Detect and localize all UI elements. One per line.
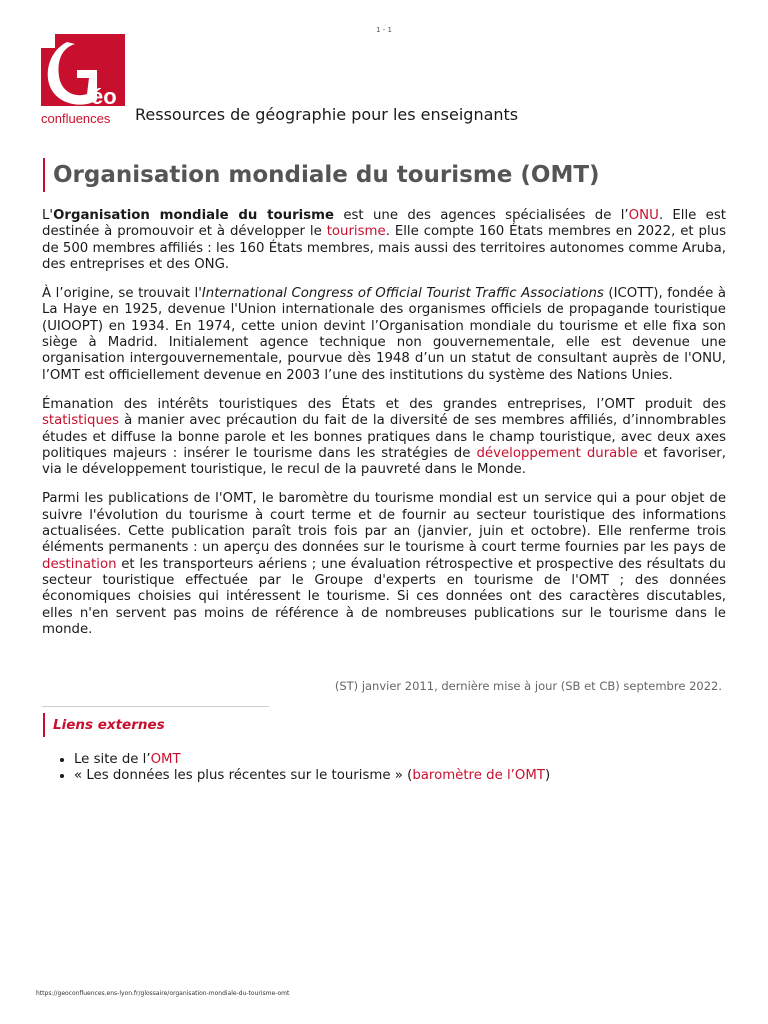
text: et favoriser, via le développement touristique, le recul de la pauvreté dans le Monde. [42, 445, 726, 478]
link-statistiques[interactable]: statistiques [42, 413, 120, 429]
italic-name: International Congress of Official Tourist Traffic Associations [201, 286, 604, 302]
paragraph-1 [42, 208, 726, 273]
text: Le site de l’ [74, 752, 151, 767]
link-destination[interactable]: destination [42, 556, 117, 572]
article-body [42, 208, 726, 651]
bold-term: Organisation mondiale du tourisme [53, 208, 334, 223]
link-tourisme[interactable]: tourisme [326, 224, 386, 240]
link-omt-site[interactable]: OMT [150, 752, 181, 767]
text: (ICOTT), fondée à La Haye en 1925, devenue l'Union internationale des organismes officiels de propagande touristique (UIOOPT) en 1934. En 1974, cette union devint l’Organisation mondiale du tourisme et elle fixa son siège à Madrid. Initialement agence technique non gouvernementale, elle est devenue une organisation intergouvernementale, pourvue dès 1948 d’un un statut de consultant auprès de l'ONU, l’OMT est officiellement devenue en 2003 l’une des institutions du système des Nations Unies. [42, 286, 726, 383]
text: est une des agences spécialisées de l’ [333, 208, 629, 223]
external-links-list [42, 752, 550, 785]
link-onu[interactable]: ONU [628, 208, 659, 223]
author-credit: (ST) janvier 2011, dernière mise à jour (SB et CB) septembre 2022. [334, 679, 722, 693]
page-number: 1 - 1 [376, 26, 392, 34]
paragraph-2 [42, 286, 726, 384]
geoconfluences-logo[interactable] [41, 34, 125, 126]
divider [42, 706, 269, 707]
text: . Elle compte 160 États membres en 2022, et plus de 500 membres affiliés : les 160 États membres, mais aussi des territoires autonomes comme Aruba, des entreprises et des ONG. [42, 224, 727, 272]
text: . Elle est destinée à promouvoir et à développer le [42, 208, 726, 240]
page-title: Organisation mondiale du tourisme (OMT) [53, 162, 600, 188]
svg-text:éo: éo [91, 84, 117, 109]
link-developpement-durable[interactable]: développement durable [476, 445, 638, 461]
text: Parmi les publications de l'OMT, le baromètre du tourisme mondial est un service qui a pour objet de suivre l'évolution du tourisme à court terme et de fournir au secteur touristique des informations actualisées. Cette publication paraît trois fois par an (janvier, juin et octobre). Elle renferme trois éléments permanents : un aperçu des données sur le tourisme à court terme fournies par les pays de [42, 491, 726, 556]
external-links-heading: Liens externes [43, 713, 165, 737]
footer-url: https://geoconfluences.ens-lyon.fr/glossaire/organisation-mondiale-du-tourisme-omt [36, 990, 290, 997]
text: Émanation des intérêts touristiques des États et des grandes entreprises, l’OMT produit des [42, 396, 726, 412]
text: et les transporteurs aériens ; une évaluation rétrospective et prospective des résultats du secteur touristique effectuée par le Groupe d'experts en tourisme de l'OMT ; des données économiques choisies qui intéressent le tourisme. Si ces données ont des caractères discutables, elles n'en servent pas moins de référence à de nombreuses publications sur le tourisme dans le monde. [42, 556, 726, 637]
list-item [74, 752, 550, 768]
text: L' [42, 208, 54, 223]
link-barometre[interactable]: baromètre de l’OMT [412, 768, 545, 784]
text: « Les données les plus récentes sur le tourisme » ( [74, 768, 413, 784]
text: à manier avec précaution du fait de la diversité de ses membres affiliés, d’innombrables études et diffuse la bonne parole et les bonnes pratiques dans le champ touristique, avec deux axes politiques majeurs : insérer le tourisme dans les stratégies de [42, 413, 726, 461]
paragraph-4 [42, 491, 726, 638]
text: À l’origine, se trouvait l' [42, 286, 202, 302]
site-tagline: Ressources de géographie pour les enseignants [135, 105, 519, 124]
paragraph-3 [42, 397, 726, 478]
text: ) [544, 768, 551, 784]
list-item [74, 768, 550, 784]
svg-text:confluences: confluences [41, 111, 111, 126]
title-block [43, 158, 600, 192]
